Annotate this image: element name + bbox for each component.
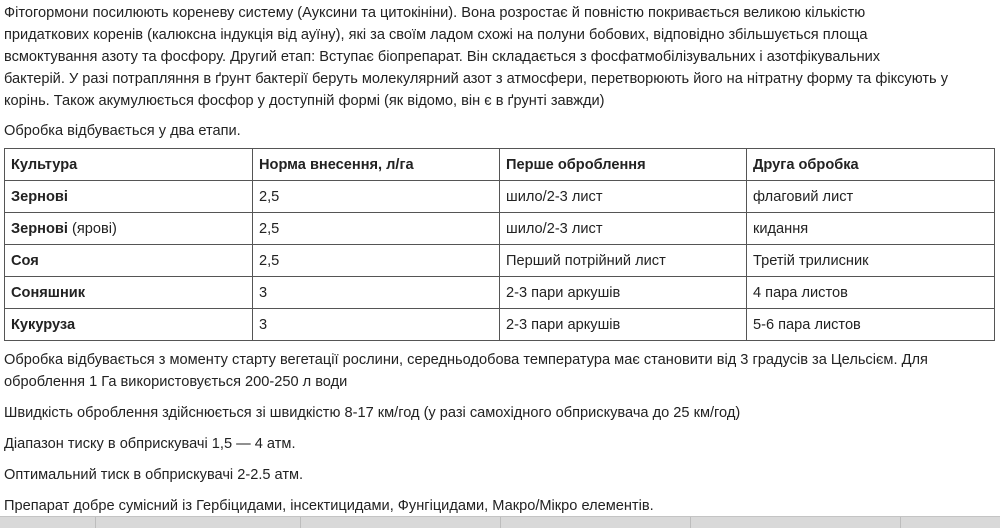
rate-cell: 3	[253, 309, 500, 341]
table-row	[5, 213, 995, 245]
vegetation-line: Обробка відбувається з моменту старту вегетації рослини, середньодобова температура має становити від 3 градусів за Цельсієм. Для	[4, 352, 928, 368]
first-treatment-cell: 2-3 пари аркушів	[500, 309, 747, 341]
crop-name: Зернові	[11, 220, 68, 237]
table-row	[5, 277, 995, 309]
second-treatment-cell: Третій трилисник	[747, 245, 995, 277]
table-row	[5, 245, 995, 277]
bar-divider	[690, 517, 691, 528]
vegetation-paragraph	[4, 349, 994, 393]
header-first-treatment: Перше оброблення	[500, 149, 747, 181]
intro-line: бактерій. У разі потрапляння в ґрунт бактерії беруть молекулярний азот з атмосфери, перетворюють його на нітратну форму та фіксують у	[4, 71, 948, 87]
vegetation-line: оброблення 1 Га використовується 200-250 л води	[4, 374, 348, 390]
crop-note: (ярові)	[67, 220, 117, 237]
second-treatment-cell: 5-6 пара листов	[747, 309, 995, 341]
rate-cell: 2,5	[253, 245, 500, 277]
bottom-scroll-bar[interactable]	[0, 516, 1000, 528]
pressure-range-paragraph: Діапазон тиску в обприскувачі 1,5 — 4 атм.	[4, 436, 296, 452]
first-treatment-cell: 2-3 пари аркушів	[500, 277, 747, 309]
crop-cell	[5, 277, 253, 309]
optimal-pressure-paragraph: Оптимальний тиск в обприскувачі 2-2.5 атм.	[4, 467, 304, 483]
header-second-treatment: Друга обробка	[747, 149, 995, 181]
crop-name: Соняшник	[11, 284, 86, 301]
stages-paragraph: Обробка відбувається у два етапи.	[4, 123, 241, 139]
first-treatment-cell: Перший потрійний лист	[500, 245, 747, 277]
crop-cell	[5, 309, 253, 341]
first-treatment-cell: шило/2-3 лист	[500, 213, 747, 245]
table-header-row	[5, 149, 995, 181]
second-treatment-cell: флаговий лист	[747, 181, 995, 213]
crop-name: Соя	[11, 252, 39, 269]
intro-paragraph	[4, 0, 994, 112]
compatibility-paragraph: Препарат добре сумісний із Гербіцидами, інсектицидами, Фунгіцидами, Макро/Мікро елементів.	[4, 498, 654, 514]
crop-name: Зернові	[11, 188, 68, 205]
crop-cell	[5, 213, 253, 245]
header-crop: Культура	[5, 149, 253, 181]
second-treatment-cell: 4 пара листов	[747, 277, 995, 309]
second-treatment-cell: кидання	[747, 213, 995, 245]
intro-line: корінь. Також акумулюється фосфор у доступній формі (як відомо, він є в ґрунті завжди)	[4, 93, 605, 109]
bar-divider	[95, 517, 96, 528]
article-body	[4, 0, 994, 517]
intro-line: придаткових коренів (калюксна індукція від ауїну), які за своїм ладом схожі на полуни бобових, відповідно збільшується площа	[4, 27, 868, 43]
speed-paragraph: Швидкість оброблення здійснюється зі швидкістю 8-17 км/год (у разі самохідного обприскувача до 25 км/год)	[4, 405, 741, 421]
bar-divider	[500, 517, 501, 528]
table-row	[5, 309, 995, 341]
header-rate: Норма внесення, л/га	[253, 149, 500, 181]
rate-cell: 3	[253, 277, 500, 309]
first-treatment-cell: шило/2-3 лист	[500, 181, 747, 213]
bar-divider	[900, 517, 901, 528]
intro-line: всмоктування азоту та фосфору. Другий етап: Вступає біопрепарат. Він складається з фосфатмобілізувальних і азотфікувальних	[4, 49, 881, 65]
crop-cell	[5, 181, 253, 213]
treatment-table	[4, 148, 995, 341]
bar-divider	[300, 517, 301, 528]
intro-line: Фітогормони посилюють кореневу систему (Ауксини та цитокініни). Вона розростає й повністю покривається великою кількістю	[4, 5, 866, 21]
rate-cell: 2,5	[253, 181, 500, 213]
rate-cell: 2,5	[253, 213, 500, 245]
crop-cell	[5, 245, 253, 277]
table-row	[5, 181, 995, 213]
crop-name: Кукуруза	[11, 316, 76, 333]
